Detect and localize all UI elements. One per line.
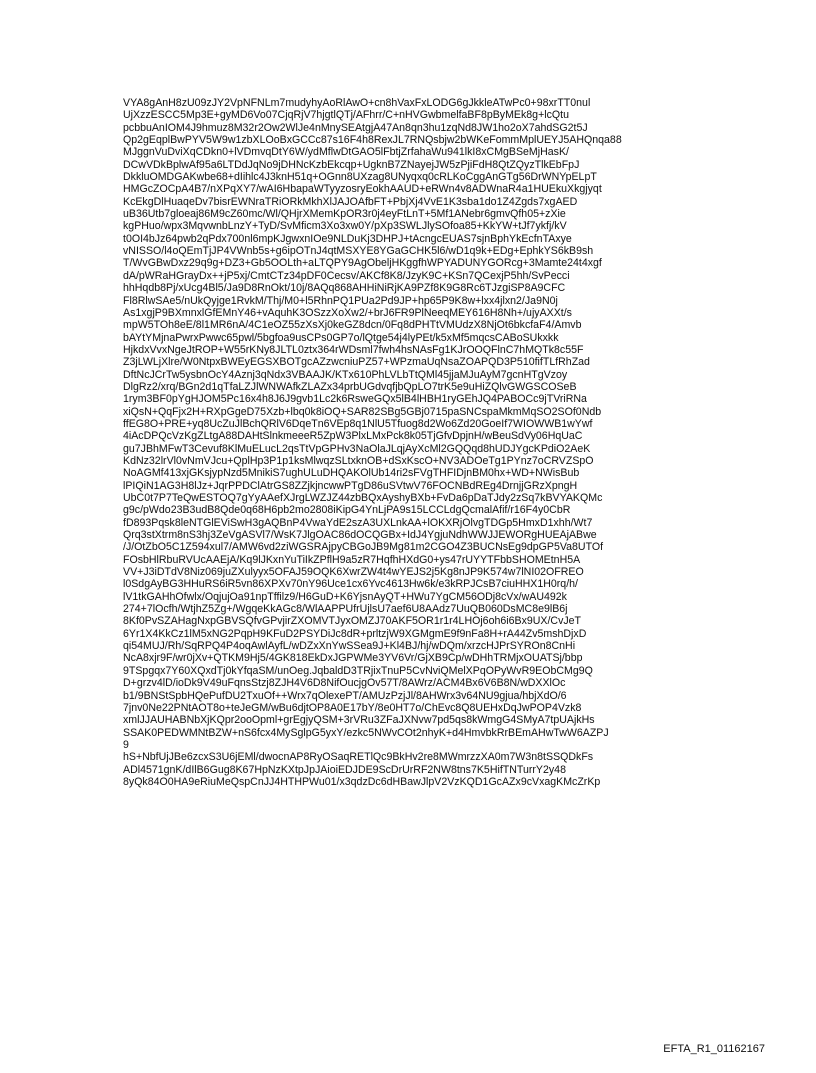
text-line: DCwVDkBplwAf95a6LTDdJqNo9jDHNcKzbEkcqp+UgknB7ZNayejJW5zPjiFdH8QtZQyzTlkEbFpJ — [123, 158, 580, 171]
document-id-footer: EFTA_R1_01162167 — [663, 1043, 765, 1055]
text-line: lV1tkGAHhOfwlx/OqjujOa91npTffilz9/H6GuD+K6YjsnAyQT+HWu7YgCM56ODj8cVx/wAU492k — [123, 590, 567, 603]
text-line: Qp2gEqplBwPYV5W9w1zbXLOoBxGCCc87s16F4h8RexJL7RNQsbjw2bWKeFommMplUEYJ5AHQnqa88 — [123, 134, 622, 147]
text-line: VYA8gAnH8zU09zJY2VpNFNLm7mudyhyAoRlAwO+cn8hVaxFxLODG6gJkkleATwPc0+98xrTT0nul — [123, 97, 591, 109]
text-line: UbC0t7P7TeQwESTOQ7gYyAAefXJrgLWZJZ44zbBQxAyshyBXb+FvDa6pDaTJdy2zSq7kBVYAKQMc — [123, 492, 603, 504]
text-line: MJggnVuDviXqCDkn0+lVDmvqDtY6W/ydMflwDtGAO5lFbtjZrfahaWu941lkI8xCMgBSeMjHasK/ — [123, 146, 569, 159]
text-line: t0OI4bJz64pwb2qPdx700nl6mpKJgwxnIOe9NLDuKj3DHPJ+tAcngcEUAS7sjnBphYkEcfnTAxye — [123, 232, 572, 245]
text-line: 1rym3BF0pYgHJOM5Pc16x4h8J6J9gvb1Lc2k6RsweGQx5lB4lHBH1ryGEhJQ4PABOCc9jTVriRNa — [123, 393, 587, 406]
text-line: l0SdgAyBG3HHuRS6iR5vn86XPXv70nY96Uce1cx6Yvc4613Hw6k/e3kRPJCsB7ciuHHX1H0rq/h/ — [123, 578, 578, 591]
encoded-text-block — [123, 97, 723, 788]
text-line: T/WvGBwDxz29q9g+DZ3+Gb5OOLth+aLTQPY9AgObeljHKggfhWPYADUNYGORcg+3Mamte24t4xgf — [123, 257, 602, 270]
text-line: KdNz32lrVl0vNmVJcu+QplHp3P1p1ksMlwqzSLtxknOB+dSxKscO+NV3ADOeTg1PYnz7oCRVZSpO — [123, 454, 594, 467]
text-line: Fl8RlwSAe5/nUkQyjge1RvkM/Thj/M0+l5RhnPQ1PUa2Pd9JP+hp65P9K8w+lxx4jlxn2/Ja9N0j — [123, 294, 558, 307]
text-line: 9 — [123, 738, 129, 751]
text-line: fD893Pqsk8leNTGlEViSwH3gAQBnP4VwaYdE2szA3UXLnkAA+lOKXRjOlvgTDGp5HmxD1xhh/Wt7 — [123, 516, 593, 529]
text-line: D+grzv4lD/ioDk9V49uFqnsStzj8ZJH4V6D8NifOucjgOv57T/8AWrz/ACM4Bx6V6B8N/wDXXlOc — [123, 677, 566, 690]
text-line: FOsbHlRbuRVUcAAEjA/Kq9lJKxnYuTiIkZPflH9a5zR7HqfhHXdG0+ys47rUYYTFbbSHOMEtnH5A — [123, 553, 581, 566]
text-line: NcA8xjr9F/wr0jXv+QTKM9Hj5/4GK818EkDxJGPWMe3YV6Vr/GjXB9Cp/wDHhTRMjxOUATSj/bbp — [123, 652, 583, 665]
text-line: 8Kf0PvSZAHagNxpGBVSQfvGPvjirZXOMVTJyxOMZJ70AKF5OR1r1r4LHOj6oh6i6Bx9UX/CvJeT — [123, 615, 582, 628]
text-line: gu7JBhMFwT3Cevuf8KlMuELucL2qsTtVpGPHv3NaOlaJLqjAyXcMl2GQQqd8hUDJYgcKPdiO2AeK — [123, 442, 591, 455]
text-line: kgPHuo/wpx3MqvwnbLnzY+TyD/SvMficm3Xo3xw0Y/pXp3SWLJlySOfoa85+KkYW+tJf7ykfj/kV — [123, 220, 567, 233]
text-line: 6Yr1X4KkCz1lM5xNG2PqpH9KFuD2PSYDiJc8dR+prltzjW9XGMgmE9f9nFa8H+rA44Zv5mshDjxD — [123, 627, 587, 640]
text-line: pcbbuAnIOM4J9hmuz8M32r2Ow2WlJe4nMnySEAtgjA47An8qn3hu1zqNd8JW1ho2oX7ahdSG2t5J — [123, 121, 588, 134]
text-line: b1/9BNStSpbHQePufDU2TxuOf++Wrx7qOlexePT/AMUzPzjJl/8AHWrx3v64NU9gjua/hbjXdO/6 — [123, 689, 567, 702]
text-line: vNISSO/l4oQEmTjJP4VWnb5s+g6ipOTnJ4qtMSXYE8YGaGCHK5l6/wD1q9k+EDg+EphkYS6kB9sh — [123, 245, 594, 258]
text-line: uB36Utb7gloeaj86M9cZ60mc/Wl/QHjrXMemKpOR3r0j4eyFtLnT+5Mf1ANebr6gmvQfh05+zXie — [123, 208, 566, 221]
text-line: As1xgjP9BXmnxlGfEMnY46+vAquhK3OSzzXoXw2/+brJ6FR9PlNeeqMEY616H8Nh+/ujyAXXt/s — [123, 306, 572, 319]
text-line: VV+J3iDTdV8Niz069juZXulyyx5OFAJ59OQK6XwrZW4t4wYEJS2j5Kg8nJP9K574w7lNI02OFREO — [123, 566, 584, 579]
text-line: Qrq3stXtrm8nS3hj3ZeVgASVl7/WsK7JlgOAC86dOCQGBx+IdJ4YgjuNdhWWJJEWORgHUEAjABwe — [123, 529, 597, 542]
text-line: g9c/pWdo23B3udB8Qde0q68H6pb2mo2808iKipG4YnLjPA9s15LCCLdgQcmalAfif/r16F4y0CbR — [123, 504, 571, 517]
text-line: hhHqdb8Pj/xUcg4Bl5/Ja9D8RnOkt/10j/8AQq868AHHiNiRjKA9PZf8K9G8Rc6TJzgiSP8A9CFC — [123, 282, 566, 295]
text-line: HMGcZOCpA4B7/nXPqXY7/wAI6HbapaWTyyzosryEokhAAUD+eRWn4v8ADWnaR4a1HUEkuXkgjyqt — [123, 183, 602, 196]
text-line: 8yQk84O0HA9eRiuMeQspCnJJ4HTHPWu01/x3qdzDc6dHBawJlpV2VzKQD1GcAZx9cVxagKMcZrKp — [123, 775, 601, 788]
text-line: NoAGMf413xjGKsjypNzd5MnikiS7ughULuDHQAKOlUb14ri2sFVgTHFIDjnBM0hx+WD+NWisBub — [123, 467, 580, 480]
text-line: 7jnv0Ne22PNtAOT8o+teJeGM/wBu6djtOP8A0E17bY/8e0HT7o/ChEvc8Q8UEHxDqJwPOP4Vzk8 — [123, 701, 582, 714]
text-line: dA/pWRaHGrayDx++jP5xj/CmtCTz34pDF0Cecsv/AKCf8K8/JzyK9C+KSn7QCexjP5hh/SvPecci — [123, 269, 570, 282]
text-line: HjkdxVvxNgeJtROP+W55rKNy8JLTL0ztx364rWDsml7fwh4hsNAsFg1KJrOOQFlnC7hMQTk8c55F — [123, 343, 584, 356]
text-line: xmlJJAUHABNbXjKQpr2ooOpml+grEgjyQSM+3rVRu3ZFaJXNvw7pd5qs8kWmgG4SMyA7tpUAjkHs — [123, 714, 595, 727]
text-line: xiQsN+QqFjx2H+RXpGgeD75Xzb+lbq0k8iOQ+SAR82SBg5GBj0715paSNCspaMkmMqSO2SOf0Ndb — [123, 405, 602, 418]
text-line: lPIQiN1AG3H8lJz+JqrPPDClAtrGS8ZZjkjncwwPTgD86uSVtwV76FOCNBdREg4DrnjjGRzXpngH — [123, 479, 578, 492]
text-line: mpW5TOh8eE/8l1MR6nA/4C1eOZ55zXsXj0keGZ8dcn/0Fq8dPHTtVMUdzX8NjOt6bkcfaF4/Amvb — [123, 319, 582, 332]
text-line: DlgRz2/xrq/BGn2d1qTfaLZJlWNWAfkZLAZx34prbUGdvqfjbQpLO7trK5e9uHiZQlvGWGSCOSeB — [123, 380, 577, 393]
text-line: ADl4571gnK/dIlB6Gug8K67HpNzKXtpJpJAioiEDJDE9ScDrUrRF2NW8tns7K5HifTNTurrY2y48 — [123, 763, 566, 776]
text-line: UjXzzESCC5Mp3E+gyMD6Vo07CjqRjV7hjgtlQTj/AFhrr/C+nHVGwbmelfaBF8pByMEk8g+lcQtu — [123, 109, 569, 122]
text-line: DftNcJCrTw5ysbnOcY4Aznj3qNdx3VBAAJK/KTx610PhLVLbTtQMl45jjaMJuAyM7gcnHTgVzoy — [123, 368, 568, 381]
text-line: /J/OtZbO5C1Z594xul7/AMW6vd2ziWGSRAjpyCBGoJB9Mg81m2CGO4Z3BUCNsEg9dpGP5Va8UTOf — [123, 541, 604, 554]
text-line: 274+7lOcfh/WtjhZ5Zg+/WgqeKkAGc8/WlAAPPUfrUjlsU7aef6U8AAdz7UuQB060DsMC8e9lB6j — [123, 603, 568, 616]
text-line: KcEkgDlHuaqeDv7bisrEWNraTRiORkMkhXlJAJOAfbFT+PbjXj4VvE1K3sba1do1Z4Zgds7xgAED — [123, 195, 578, 208]
text-line: hS+NbfUjJBe6zcxS3U6jEMl/dwocnAP8RyOSaqRETlQc9BkHv2re8MWmrzzXA0m7W3n8tSSQDkFs — [123, 751, 594, 764]
text-line: 9TSpgqx7Y60XQxdTj0kYfqaSM/unOeg.JqbaldD3TRjixTnuP5CvNviQMelXPqOPyWvR9EObCMg9Q — [123, 664, 593, 677]
text-line: 4iAcDPQcVzKgZLtgA88DAHtSlnkmeeeR5ZpW3PlxLMxPck8k05TjGfvDpjnH/wBeuSdVy06HqUaC — [123, 430, 583, 443]
text-line: bAYtYMjnaPwrxPwwc65pwl/5bgfoa9usCPs0GP7o/lQtge54j4lyPEt/k5xMf5mqcsCABoSUkxkk — [123, 331, 559, 344]
text-line: DkkluOMDGAKwbe68+dIihlc4J3knH51q+OGnn8UXzag8UNyqxq0cRLKoCggAnGTg56DrWNYpELpT — [123, 171, 597, 184]
text-line: qi54MUJ/Rh/SqRPQ4P4oqAwlAyfL/wDZxXnYwSSea9J+Kl4BJ/hj/wDQm/xrzcHJPrSYROn8CnHi — [123, 640, 576, 653]
text-line: SSAK0PEDWMNtBZW+nS6fcx4MySglpG5yxY/ezkc5NWvCOt2nhyK+d4HmvbkRrBEmAHwTwW6AZPJ — [123, 726, 609, 739]
text-line: Z3jLWLjXlre/W0NtpxBWEyEGSXBOTgcAZzwcniuPZ57+WPzmaUqNsaZOAPQD3P510fifTLfRhZad — [123, 356, 590, 369]
text-line: ffEG8O+PRE+yq8UcZuJlBchQRlV6DqeTn6VEp8q1NlU5Tfuog8d2Wo6Zd20GoeIf7WIOWWB1wYwf — [123, 417, 593, 430]
